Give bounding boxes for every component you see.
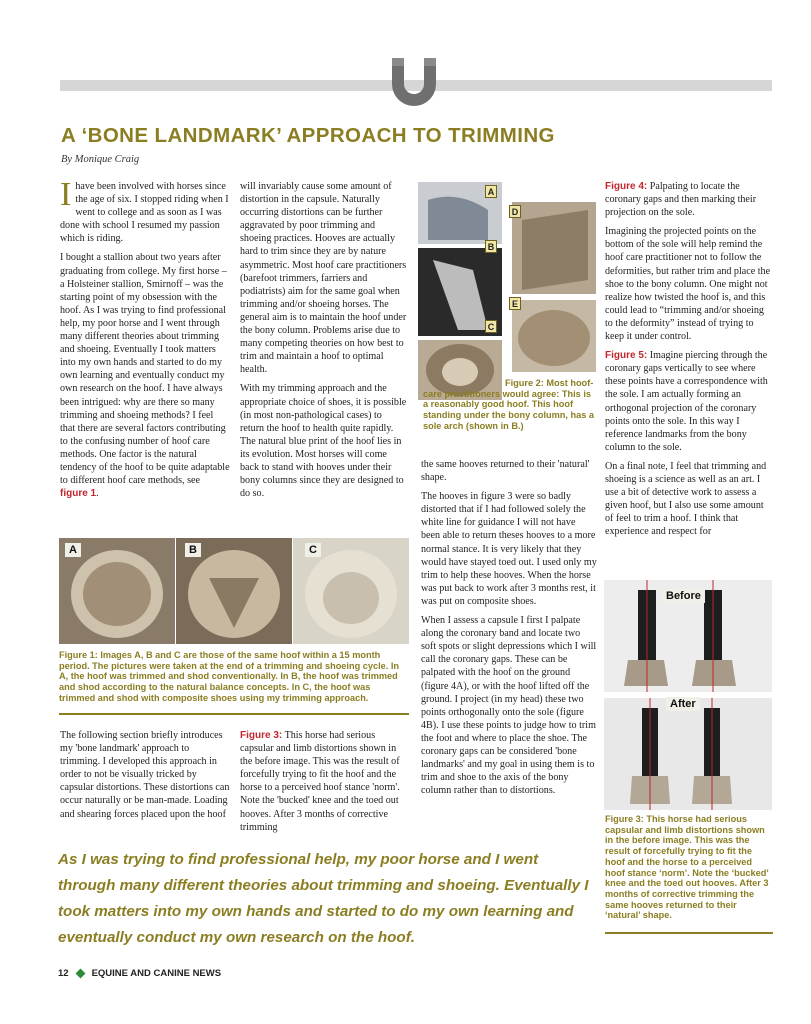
caption-rule — [59, 713, 409, 715]
figure-3-images — [604, 580, 772, 810]
figure-1-images — [59, 538, 409, 644]
paragraph: With my trimming approach and the appropriate choice of shoes, it is possible (in most non-pathological cases) to return the hoof to health quite rapidly. The natural blue print of the hoof lies in its evolution. Most horses will come back to stand with hooves under their bony columns since they are designed to do so. — [240, 383, 407, 500]
paragraph: The hooves in figure 3 were so badly distorted that if I had followed solely the white line for guidance I will not have been able to return theses hooves to a more normal stance. It is very likely that they would have stayed toed out. I used only my trim to help these hooves. When the horse was put back to work after 3 months rest, it was put on composite shoes. — [421, 491, 597, 607]
figure-reference: Figure 3: — [240, 730, 283, 741]
figure-label: E — [509, 297, 521, 310]
paragraph — [240, 729, 410, 834]
paragraph-text: Imagine piercing through the coronary gaps vertically to see where these points have a correspondence with the sole. I am actually forming an orthogonal projection of the coronary points onto the sole. In this way I reference landmarks from the bony column to the sole. — [605, 350, 768, 453]
paragraph — [605, 180, 773, 219]
paragraph-text: I bought a stallion about two years after graduating from college. My first horse – a Holsteiner stallion, Smirnoff – was the starting point of my obsession with the hoof. As I was trying to find professional help, my poor horse and I went through many different theories about trimming and shoeing. Eventually I took matters into my own hands and started to do my own learning and eventually conduct my own research on the hoof. I have always been intrigued: why are there so many trimming and shoeing methods? I feel that there are several factors contributing to the confusing number of hoof care methods. One factor is the natural tendency of the hoof to be quite adaptable to different hoof care methods, see — [60, 252, 230, 487]
caption-rule — [605, 932, 773, 934]
page-number: 12 — [58, 968, 69, 979]
drop-cap: I — [60, 176, 72, 213]
before-after-legs — [604, 580, 772, 810]
figure-label: B — [185, 543, 201, 557]
column-1 — [60, 176, 230, 506]
before-label: Before — [662, 589, 705, 603]
figure-reference: Figure 5: — [605, 350, 648, 362]
paragraph: will invariably cause some amount of distortion in the capsule. Naturally occurring distortions can be further aggravated by poor trimming and shoeing practices. Hooves are actually hard to trim since they are by nature asymmetric. Most hoof care practitioners (barefoot trimmers, farriers and podiatrists) aim for the same goal when trimming and/or shoeing horses. The general aim is to maintain the hoof under the bony column. Problems arise due to many competing theories on how best to trim and maintain a hoof to optimal health. — [240, 181, 407, 376]
figure-2-caption: Figure 2: Most hoof-care practitioners would agree: This is a reasonably good hoof. This hoof standing under the bony column, has a sole arch (shown in B.) — [423, 378, 595, 431]
figure-1-caption: Figure 1: Images A, B and C are those of the same hoof within a 15 month period. The pictures were taken at the end of a trimming and shoeing cycle. In A, the hoof was trimmed and shod conventionally. In B, the hoof was trimmed and shod according to the natural balance concepts. In C, the hoof was trimmed and shod with composite shoes using my trimming approach. — [59, 650, 400, 703]
figure-3-caption: Figure 3: This horse had serious capsular and limb distortions shown in the before image. This was the result of forcefully trying to fit the hoof and the horse to a perceived hoof stance ‘norm’. Note the ‘bucked’ knee and the toed out hooves. After 3 months of corrective trimming the same hooves returned to their ‘natural’ shape. — [605, 814, 769, 921]
publication-name: EQUINE AND CANINE NEWS — [91, 968, 222, 979]
after-label: After — [666, 697, 700, 711]
column-4 — [605, 180, 773, 544]
paragraph — [605, 349, 773, 454]
hoof-sole-photos — [59, 538, 409, 644]
figure-label: C — [485, 320, 497, 333]
byline: By Monique Craig — [61, 154, 140, 165]
column-1-lower — [60, 729, 230, 827]
paragraph — [60, 176, 230, 245]
column-2 — [240, 180, 408, 506]
figure-label: A — [485, 185, 497, 198]
figure-label: C — [305, 543, 321, 557]
figure-reference: figure 1 — [60, 488, 97, 500]
paragraph-text: Palpating to locate the coronary gaps and then marking their projection on the sole. — [605, 181, 757, 219]
figure-label: A — [65, 543, 81, 557]
paragraph: On a final note, I feel that trimming and shoeing is a science as well as an art. I use a bit of detective work to assess a given hoof, but I also use some amount of feel to trim a hoof. I think that experience and respect for — [605, 460, 767, 538]
article-title: A ‘BONE LANDMARK’ APPROACH TO TRIMMING — [61, 124, 555, 147]
paragraph: The following section briefly introduces my 'bone landmark' approach to trimming. I developed this approach in order to not be visually tricked by capsular distortions. These distortions can occur naturally or be man-made. Loading and shearing forces placed upon the hoof — [60, 730, 230, 820]
pull-quote: As I was trying to find professional help, my poor horse and I went through many different theories about trimming and shoeing. Eventually I took matters into my own hands and started to do my own learning and eventually conduct my own research on the hoof. — [58, 851, 589, 946]
figure-label: D — [509, 205, 521, 218]
paragraph: I bought a stallion about two years after graduating from college. My first horse – a Holsteiner stallion, Smirnoff – was the starting point of my obsession with the hoof. As I was trying to find professional help, my poor horse and I went through many different theories about trimming and shoeing. Eventually I took matters into my own hands and started to do my own learning and eventually conduct my own research on the hoof. I have always been intrigued: why are there so many trimming and shoeing methods? I feel that there are several factors contributing to the confusing number of hoof care methods. One factor is the natural tendency of the hoof to be quite adaptable to different hoof care methods, see figure 1. — [60, 252, 230, 500]
paragraph: When I assess a capsule I first I palpate along the coronary band and locate two soft spots or slight depressions which I will call the coronary gaps. These can be palpated with the hoof on the ground (figure 4A), or with the hoof lifted off the ground. I project (in my head) these two points orthogonally onto the sole (figure 4B). I use these points to judge how to trim the foot and where to place the shoe. The coronary gaps can be considered 'bone landmarks' and my goal in using them is to trim and shoe to the axis of the bony column rather than to distortions. — [421, 615, 597, 797]
paragraph: the same hooves returned to their 'natural' shape. — [421, 459, 590, 484]
diamond-icon — [75, 969, 85, 979]
horseshoe-icon — [384, 52, 444, 112]
column-3 — [421, 458, 597, 803]
column-2-lower — [240, 729, 410, 840]
figure-2-images — [418, 180, 596, 408]
paragraph-text: have been involved with horses since the age of six. I stopped riding when I went to college and as soon as I was done with school I resumed my passion which is riding. — [60, 181, 229, 245]
figure-label: B — [485, 240, 497, 253]
paragraph-text: This horse had serious capsular and limb distortions shown in the before image. This was the result of forcefully trying to fit the hoof and the horse to a perceived hoof stance 'norm'. Note the 'bucked' knee and the toed out hooves. After 3 months of corrective trimming — [240, 730, 400, 833]
page-footer — [58, 968, 221, 979]
hoof-xray-collage — [418, 180, 596, 408]
figure-reference: Figure 4: — [605, 181, 648, 192]
paragraph: Imagining the projected points on the bottom of the sole will help remind the hoof care practitioner not to follow the deformities, but rather trim and place the shoe to the bony column. One might not realize how twisted the hoof is, and this could lead to “trimming and/or shoeing to the deformity” instead of trying to keep it under control. — [605, 226, 771, 343]
